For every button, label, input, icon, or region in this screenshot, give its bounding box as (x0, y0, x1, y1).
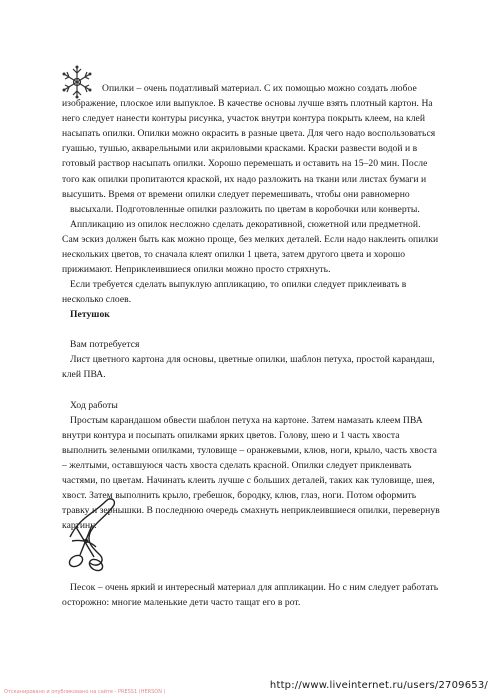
paragraph-line: картину. (62, 520, 97, 532)
paragraph-line: клей ПВА. (62, 369, 106, 381)
paragraph-line: него следует нанести контуры рисунка, участок внутри контура покрыть клеем, на клей (62, 113, 426, 125)
paragraph-line: частями, по цветам. Начинать клеить лучше с больших деталей, таких как туловище, шея, (62, 475, 435, 487)
paragraph-line: высыхали. Подготовленные опилки разложить по цветам в коробочки или конверты. (70, 203, 420, 215)
paragraph-line: Лист цветного картона для основы, цветные опилки, шаблон петуха, простой карандаш, (70, 354, 435, 366)
paragraph-line: гуашью, тушью, акварельными или акриловыми красками. Краски развести водой и в (62, 143, 418, 155)
paragraph-line: нескольких цветов, то сначала клеят опилки 1 цвета, затем другого цвета и хорошо (62, 249, 406, 261)
paragraph-line: Простым карандашом обвести шаблон петуха на картоне. Затем намазать клеем ПВА (70, 414, 423, 426)
paragraph-line: высушить. Время от времени опилки следует перемешивать, чтобы они равномерно (62, 188, 410, 200)
steps-label: Ход работы (70, 399, 118, 411)
paragraph-line: изображение, плоское или выпуклое. В качестве основы лучше взять плотный картон. На (62, 98, 433, 110)
paragraph-line: Песок – очень яркий и интересный материал для аппликации. Но с ним следует работать (70, 582, 439, 593)
paragraph-line: – желтыми, оставшуюся часть хвоста сделать красной. Опилки следует приклеивать (62, 459, 412, 471)
paragraph-line: хвост. Затем выполнить крыло, гребешок, бородку, клюв, глаз, ноги. Потом оформить (62, 490, 417, 502)
sawdust-intro-section (62, 81, 442, 307)
paragraph-line: осторожно: многие маленькие дети часто тащат его в рот. (62, 597, 301, 609)
paragraph-line: выполнить зелеными опилками, туловище – оранжевыми, клюв, ноги, крыло, часть хвоста (62, 444, 437, 456)
paragraph-line: внутри контура и посыпать опилками ярких цветов. Голову, шею и 1 часть хвоста (62, 429, 400, 441)
paragraph-line: Если требуется сделать выпуклую аппликацию, то опилки следует приклеивать в (70, 279, 407, 291)
paragraph-line: Сам эскиз должен быть как можно проще, без мелких деталей. Если надо наклеить опилки (62, 233, 439, 245)
paragraph-line: того как опилки пропитаются краской, их надо разложить на ткани или листах бумаги и (62, 173, 427, 185)
paragraph-line: Опилки – очень податливый материал. С их помощью можно создать любое (102, 83, 417, 94)
section-heading: Петушок (70, 309, 110, 320)
source-url-link[interactable]: http://www.liveinternet.ru/users/2709653/ (269, 680, 488, 691)
materials-label: Вам потребуется (70, 339, 140, 351)
paragraph-line: насыпать опилки. Опилки можно окрасить в разные цвета. Для чего надо воспользоваться (62, 128, 436, 140)
scissors-and-ribbon-icon (62, 497, 122, 575)
paragraph-line: несколько слоев. (62, 294, 132, 306)
paragraph-line: прижимают. Неприклеившиеся опилки можно просто стряхнуть. (62, 264, 331, 276)
paragraph-line: Аппликацию из опилок несложно сделать декоративной, сюжетной или предметной. (70, 218, 421, 230)
paragraph-line: готовый раствор насыпать опилки. Хорошо перемешать и оставить на 15–20 мин. После (62, 158, 428, 170)
sand-section (62, 580, 442, 610)
paragraph-line: травку и зернышки. В последнюю очередь смахнуть неприклеившиеся опилки, перевернув (62, 505, 440, 517)
scan-credit: Отсканировано и опубликовано на сайте - PRESS1 (HERSON ) (4, 689, 166, 695)
